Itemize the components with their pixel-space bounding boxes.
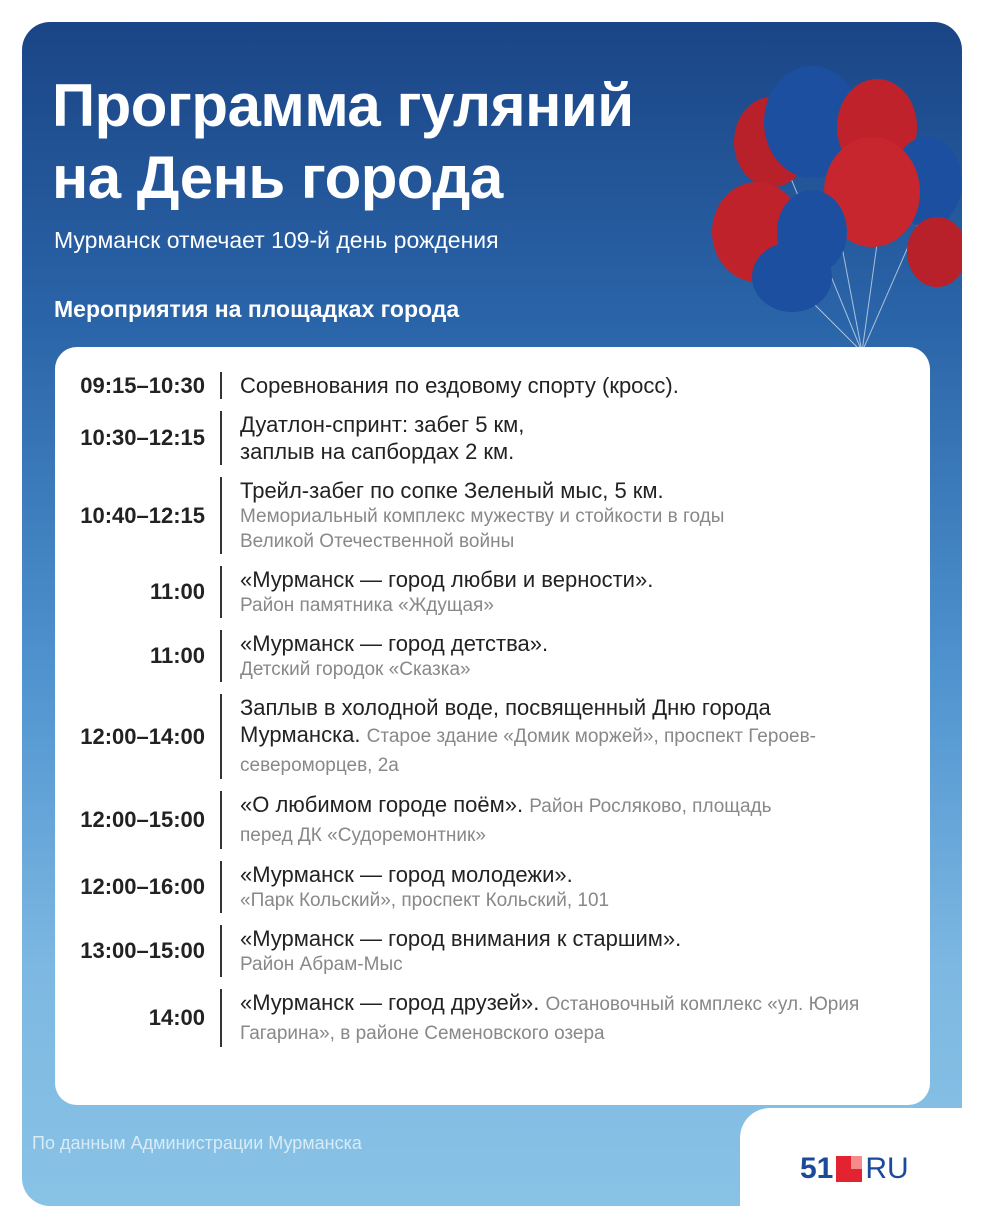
event-time: 11:00 xyxy=(149,579,205,604)
event-row xyxy=(55,791,930,849)
section-heading: Мероприятия на площадках города xyxy=(54,296,460,322)
event-location: Старое здание «Домик моржей», проспект Героев-североморцев, 2а xyxy=(240,726,816,776)
site-logo[interactable] xyxy=(800,1152,909,1186)
logo-ru: RU xyxy=(865,1152,909,1185)
title-line-1: Программа гуляний xyxy=(52,72,634,139)
event-row xyxy=(55,411,930,465)
logo-square-icon xyxy=(836,1156,862,1182)
source-note: По данным Администрации Мурманска xyxy=(32,1133,362,1153)
event-row xyxy=(55,861,930,913)
event-title: «Мурманск — город детства». xyxy=(240,631,549,656)
event-row xyxy=(55,477,930,554)
event-title: «Мурманск — город молодежи». xyxy=(240,862,573,887)
event-time: 11:00 xyxy=(149,643,205,668)
title-line-2: на День города xyxy=(52,144,503,211)
event-time: 09:15–10:30 xyxy=(80,372,205,398)
poster xyxy=(22,22,962,1206)
event-title: «Мурманск — город внимания к старшим». xyxy=(240,926,682,951)
event-row xyxy=(55,566,930,618)
event-title: Соревнования по ездовому спорту (кросс). xyxy=(240,373,679,398)
event-time: 12:00–15:00 xyxy=(80,807,205,832)
event-location: Детский городок «Сказка» xyxy=(240,659,471,680)
event-time: 12:00–14:00 xyxy=(80,723,205,749)
event-location: Остановочный комплекс «ул. Юрия Гагарина», в районе Семеновского озера xyxy=(240,994,860,1044)
event-location: Район Абрам-Мыс xyxy=(240,954,403,975)
event-row xyxy=(55,372,930,399)
event-title: Дуатлон-спринт: забег 5 км, заплыв на сапбордах 2 км. xyxy=(240,412,525,464)
event-location: «Парк Кольский», проспект Кольский, 101 xyxy=(240,890,610,911)
event-time: 13:00–15:00 xyxy=(80,938,205,963)
subtitle: Мурманск отмечает 109-й день рождения xyxy=(54,227,499,253)
page-title xyxy=(52,70,634,214)
event-time: 10:40–12:15 xyxy=(80,502,205,528)
schedule-card xyxy=(55,347,930,1105)
event-time: 12:00–16:00 xyxy=(80,874,205,899)
event-location: Район Росляково, площадь перед ДК «Судоремонтник» xyxy=(240,796,772,846)
event-title: «О любимом городе поём». xyxy=(240,792,524,817)
logo-number: 51 xyxy=(800,1152,834,1185)
event-row xyxy=(55,989,930,1047)
event-title: Трейл-забег по сопке Зеленый мыс, 5 км. xyxy=(240,478,664,503)
balloons-icon xyxy=(712,52,962,352)
event-row xyxy=(55,694,930,779)
event-time: 10:30–12:15 xyxy=(80,425,205,450)
event-title: Заплыв в холодной воде, посвященный Дню города Мурманска. xyxy=(240,695,771,747)
event-location: Район памятника «Ждущая» xyxy=(240,595,494,616)
event-title: «Мурманск — город друзей». xyxy=(240,990,540,1015)
event-row xyxy=(55,925,930,977)
event-time: 14:00 xyxy=(148,1005,205,1030)
event-row xyxy=(55,630,930,682)
event-title: «Мурманск — город любви и верности». xyxy=(240,567,654,592)
event-location: Мемориальный комплекс мужеству и стойкости в годы Великой Отечественной войны xyxy=(240,506,725,552)
